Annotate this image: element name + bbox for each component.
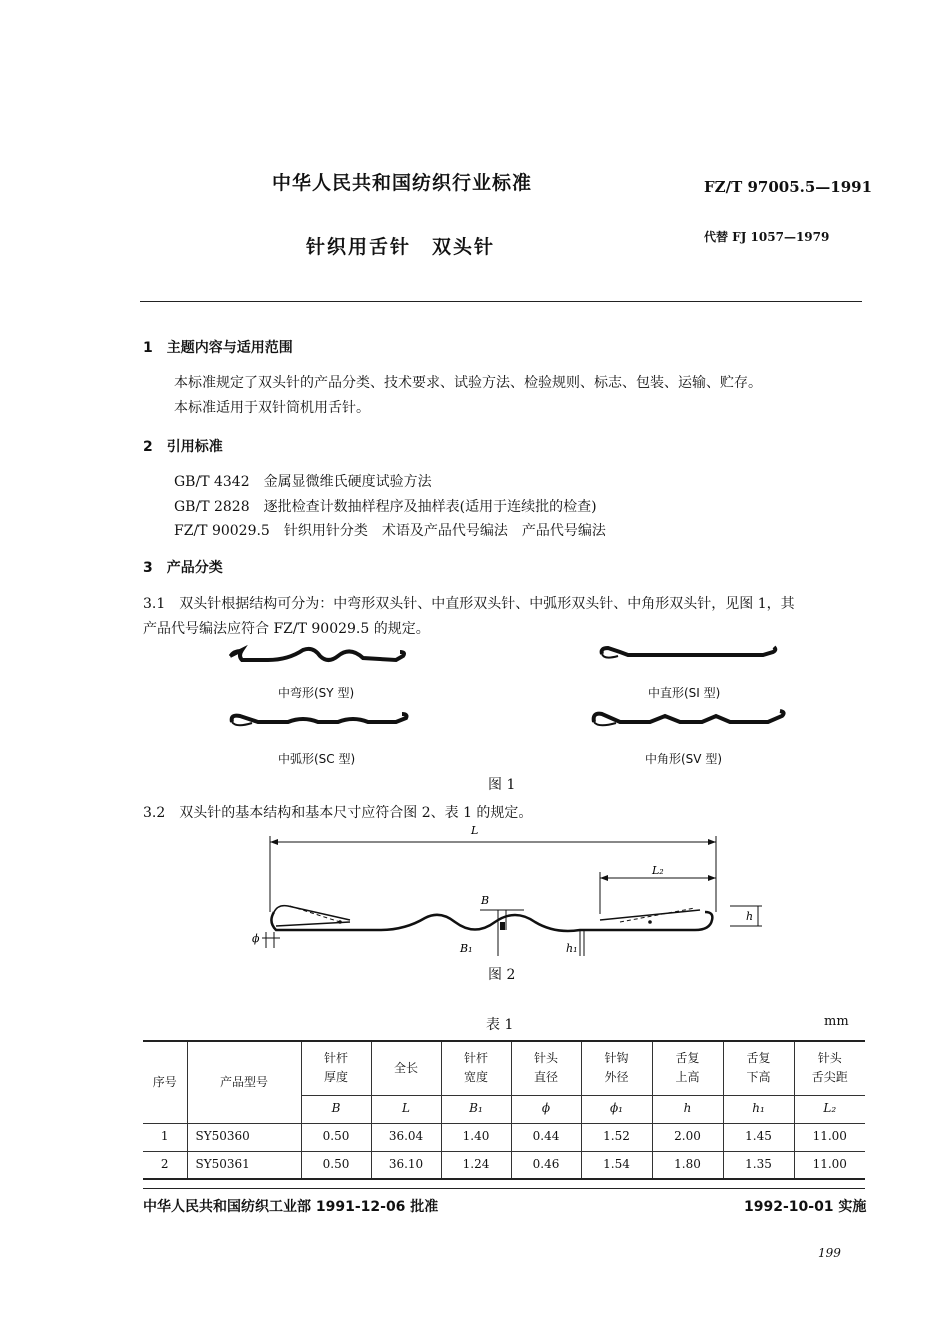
figure-2-caption: 图 2 [488,967,516,983]
section-2-heading: 2 引用标准 [143,439,223,455]
table-row [143,1123,865,1151]
row-model: SY50361 [187,1151,301,1179]
row-value: 1.80 [652,1151,723,1179]
row-value: 11.00 [794,1151,865,1179]
row-value: 11.00 [794,1123,865,1151]
table-1-caption: 表 1 [486,1017,514,1033]
header-seq: 序号 [143,1041,187,1123]
row-value: 1.54 [581,1151,652,1179]
reference-item: FZ/T 90029.5 针织用针分类 术语及产品代号编法 产品代号编法 [174,523,606,539]
figure-2-drawing [240,822,780,962]
section-3-heading: 3 产品分类 [143,560,223,576]
symbol-cell: ϕ [511,1095,581,1123]
section-3-1-line-1: 3.1 双头针根据结构可分为：中弯形双头针、中直形双头针、中弧形双头针、中角形双头针，见图 1，其 [143,596,795,612]
figure-1-label-sc: 中弧形(SC 型) [278,752,356,766]
figure-1-label-sv: 中角形(SV 型) [645,752,723,766]
issuing-organization: 中华人民共和国纺织行业标准 [272,172,533,194]
dim-label-phi: ϕ [252,932,260,945]
dim-label-l2: L₂ [652,864,664,877]
section-1-paragraph-1: 本标准规定了双头针的产品分类、技术要求、试验方法、检验规则、标志、包装、运输、贮存。 [174,375,762,391]
header-rule [140,301,862,302]
figure-1-caption: 图 1 [488,777,516,793]
dim-label-h1: h₁ [566,942,578,955]
row-value: 1.40 [441,1123,511,1151]
row-value: 1.35 [723,1151,794,1179]
row-value: 1.52 [581,1123,652,1151]
effective-date: 1992-10-01 实施 [744,1199,867,1215]
reference-item: GB/T 4342 金属显微维氏硬度试验方法 [174,474,432,490]
table-header-row [143,1041,865,1095]
needle-shape-sc [228,710,410,732]
row-value: 0.50 [301,1123,371,1151]
symbol-cell: h₁ [723,1095,794,1123]
row-value: 2.00 [652,1123,723,1151]
row-seq: 2 [143,1151,187,1179]
row-seq: 1 [143,1123,187,1151]
header-cell: 舌复 下高 [723,1041,794,1095]
dim-label-h: h [746,910,754,923]
header-cell: 舌复 上高 [652,1041,723,1095]
replaces-standard: 代替 FJ 1057—1979 [704,230,830,244]
dim-label-l: L [471,824,479,837]
dim-label-b1: B₁ [460,942,473,955]
header-cell: 针杆 宽度 [441,1041,511,1095]
needle-shape-sy [228,644,408,670]
page-number: 199 [818,1246,841,1260]
needle-shape-si [598,644,780,666]
symbol-cell: B₁ [441,1095,511,1123]
section-3-1-line-2: 产品代号编法应符合 FZ/T 90029.5 的规定。 [143,621,430,637]
section-1-paragraph-2: 本标准适用于双针筒机用舌针。 [174,400,370,416]
row-value: 0.44 [511,1123,581,1151]
row-value: 1.45 [723,1123,794,1151]
table-1-unit: mm [824,1014,849,1029]
row-value: 36.10 [371,1151,441,1179]
figure-1-label-sy: 中弯形(SY 型) [278,686,355,700]
symbol-cell: h [652,1095,723,1123]
header-cell: 针杆 厚度 [301,1041,371,1095]
row-value: 0.50 [301,1151,371,1179]
section-3-2-paragraph: 3.2 双头针的基本结构和基本尺寸应符合图 2、表 1 的规定。 [143,805,533,821]
dim-label-b: B [481,894,490,907]
symbol-cell: B [301,1095,371,1123]
section-1-heading: 1 主题内容与适用范围 [143,340,293,356]
header-cell: 针头 舌尖距 [794,1041,865,1095]
standard-code: FZ/T 97005.5—1991 [704,178,873,196]
needle-shape-sv [590,708,790,732]
figure-1-label-si: 中直形(SI 型) [648,686,721,700]
symbol-cell: L₂ [794,1095,865,1123]
row-value: 0.46 [511,1151,581,1179]
header-model: 产品型号 [187,1041,301,1123]
header-cell: 全长 [371,1041,441,1095]
header-cell: 针钩 外径 [581,1041,652,1095]
row-value: 1.24 [441,1151,511,1179]
row-model: SY50360 [187,1123,301,1151]
header-cell: 针头 直径 [511,1041,581,1095]
approval-line: 中华人民共和国纺织工业部 1991-12-06 批准 [143,1199,439,1215]
symbol-cell: ϕ₁ [581,1095,652,1123]
document-title: 针织用舌针 双头针 [306,236,496,258]
spec-table [143,1040,865,1180]
symbol-cell: L [371,1095,441,1123]
table-row [143,1151,865,1179]
footer-rule [143,1188,865,1189]
reference-item: GB/T 2828 逐批检查计数抽样程序及抽样表(适用于连续批的检查) [174,499,597,515]
row-value: 36.04 [371,1123,441,1151]
